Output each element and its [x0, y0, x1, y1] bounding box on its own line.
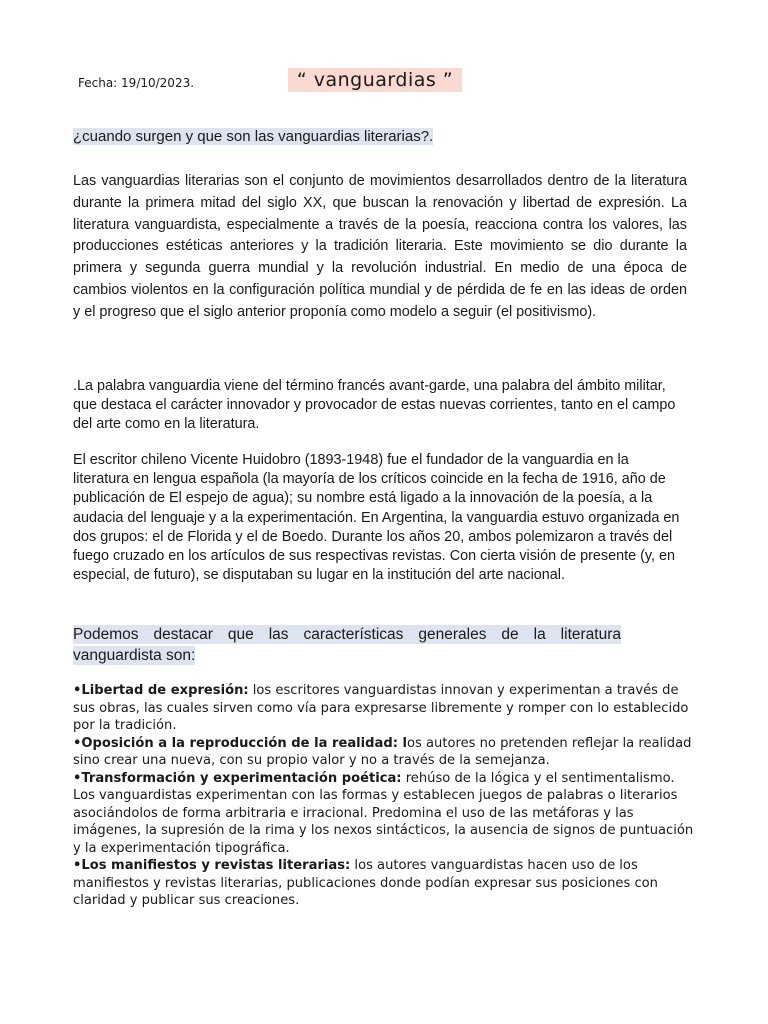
feature-text: los escritores vanguardistas innovan y experimentan a través de sus obras, las cuales sirven como vía para expresarse libremente y romper con lo establecido por la tradición.	[73, 683, 689, 733]
question-text: ¿cuando surgen y que son las vanguardias literarias?.	[73, 128, 434, 145]
features-list	[73, 682, 699, 910]
paragraph-definition: Las vanguardias literarias son el conjunto de movimientos desarrollados dentro de la literatura durante la primera mitad del siglo XX, que buscan la renovación y libertad de expresión. La literatura vanguardista, especialmente a través de la poesía, reacciona contra los valores, las producciones estéticas anteriores y la tradición literaria. Este movimiento se dio durante la primera y segunda guerra mundial y la revolución industrial. En medio de una época de cambios violentos en la configuración política mundial y de pérdida de fe en las ideas de orden y el progreso que el siglo anterior proponía como modelo a seguir (el positivismo).	[73, 173, 687, 320]
feature-label: •Transformación y experimentación poética:	[73, 770, 402, 786]
document-title: “ vanguardias ”	[288, 68, 462, 92]
paragraph-huidobro: El escritor chileno Vicente Huidobro (1893-1948) fue el fundador de la vanguardia en la literatura en lengua española (la mayoría de los críticos coincide en la fecha de 1916, año de publicación de El espejo de agua); su nombre está ligado a la innovación de la poesía, a la audacia del lenguaje y a la experimentación. En Argentina, la vanguardia estuvo organizada en dos grupos: el de Florida y el de Boedo. Durante los años 20, ambos polemizaron a través del fuego cruzado en los artículos de sus respectivas revistas. Con cierta visión de presente (y, en especial, de futuro), se disputaban su lugar en la institución del arte nacional.	[73, 452, 680, 584]
feature-label: •Oposición a la reproducción de la realidad: l	[73, 735, 408, 751]
feature-text: rehúso de la lógica y el sentimentalismo. Los vanguardistas experimentan con las formas y establecen juegos de palabras o literarios asociándolos de forma arbitraria e irracional. Predomina el uso de las metáforas y las imágenes, la supresión de la rima y los nexos sintácticos, la ausencia de signos de puntuación y la experimentación tipográfica.	[73, 770, 694, 856]
document-date: Fecha: 19/10/2023.	[78, 76, 195, 90]
feature-text: los autores vanguardistas hacen uso de los manifiestos y revistas literarias, publicaciones donde podían expresar sus posiciones con claridad y publicar sus creaciones.	[73, 858, 658, 908]
list-item	[73, 735, 699, 770]
list-item	[73, 857, 699, 910]
section-heading-text: Podemos destacar que las características generales de la literatura vanguardista son:	[73, 626, 621, 664]
feature-text: os autores no pretenden reflejar la realidad sino crear una nueva, con su propio valor y no a través de la semejanza.	[73, 735, 692, 768]
question-heading	[73, 127, 433, 147]
list-item	[73, 682, 699, 735]
paragraph-etymology: .La palabra vanguardia viene del término francés avant-garde, una palabra del ámbito militar, que destaca el carácter innovador y provocador de estas nuevas corrientes, tanto en el campo del arte como en la literatura.	[73, 378, 676, 432]
feature-label: •Los manifiestos y revistas literarias:	[73, 858, 351, 873]
section-heading	[73, 624, 621, 666]
feature-label: •Libertad de expresión:	[73, 683, 249, 698]
list-item	[73, 770, 699, 858]
